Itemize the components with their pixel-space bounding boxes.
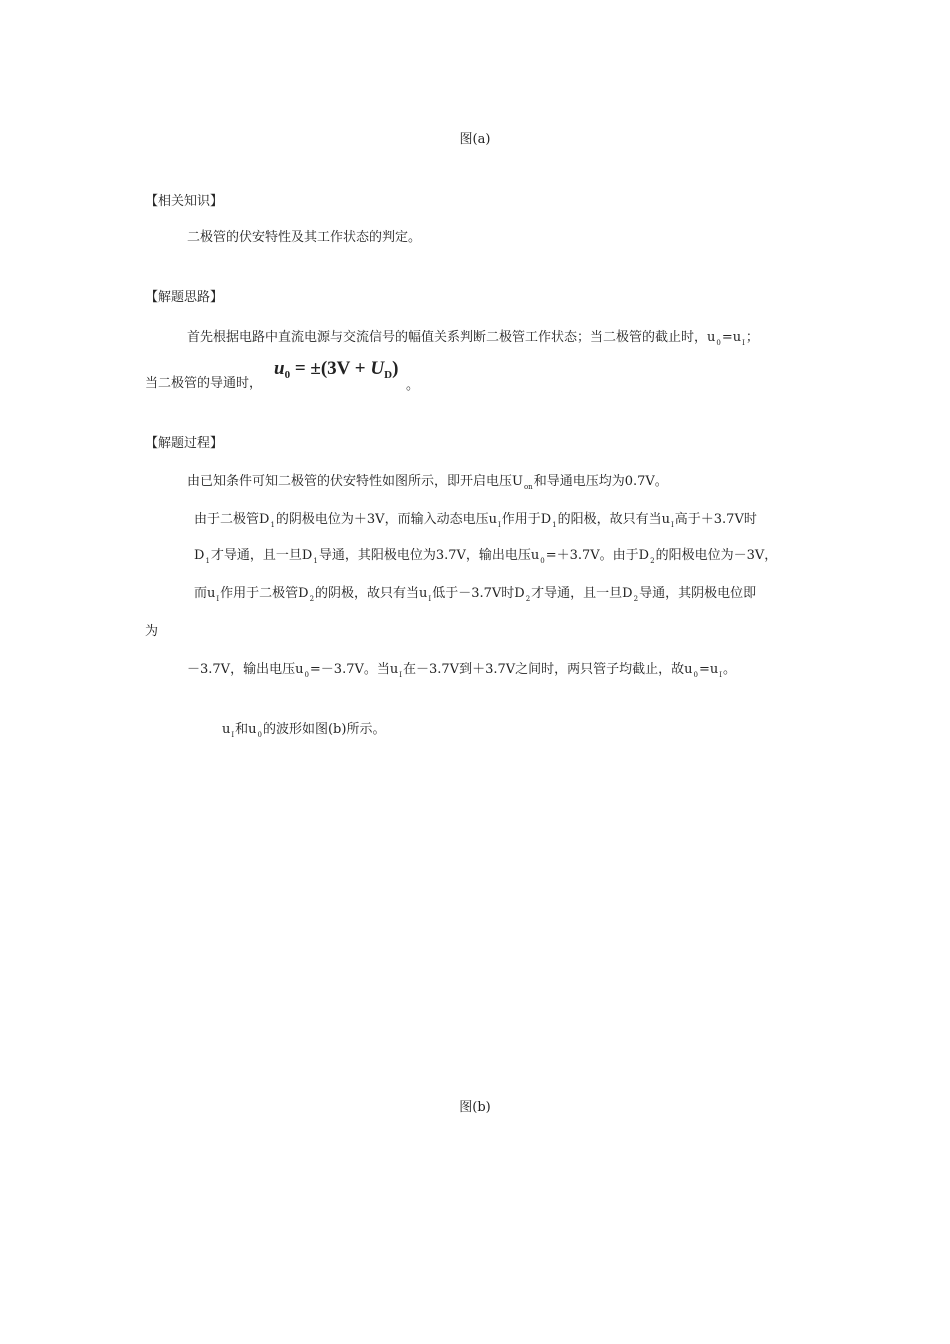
formula-period: 。 xyxy=(406,378,420,393)
related-knowledge-text: 二极管的伏安特性及其工作状态的判定。 xyxy=(187,230,422,245)
process-paragraph-4-wrap: 为 xyxy=(145,624,159,639)
process-paragraph-1: 由已知条件可知二极管的伏安特性如图所示，即开启电压$U_{on}$和导通电压均为0.7V。 xyxy=(187,474,668,491)
process-paragraph-2: 由于二极管$D_1$的阴极电位为＋3V，而输入动态电压$u_I$作用于$D_1$的阳极，故只有当$u_I$高于＋3.7V时 xyxy=(194,512,757,529)
figure-a-caption: 图(a) xyxy=(459,132,491,147)
process-paragraph-5: －3.7V，输出电压$u_0=-3.7V$。当$u_I$在－3.7V到＋3.7V之间时，两只管子均截止，故$u_0=u_I$。 xyxy=(187,662,737,679)
process-paragraph-3: $D_1$才导通，且一旦$D_1$导通，其阳极电位为3.7V，输出电压$u_0=+3.7V$。由于$D_2$的阳极电位为－3V， xyxy=(194,548,778,565)
solution-idea-line1-text: 首先根据电路中直流电源与交流信号的幅值关系判断二极管工作状态；当二极管的截止时， xyxy=(187,330,708,345)
formula-output-voltage: $u_0 = \pm(3V + U_D)$ xyxy=(274,358,399,381)
process-paragraph-6: $u_I$和$u_0$的波形如图(b)所示。 xyxy=(222,722,386,739)
heading-related-knowledge: 【相关知识】 xyxy=(145,194,224,209)
solution-idea-line1: 首先根据电路中直流电源与交流信号的幅值关系判断二极管工作状态；当二极管的截止时，$u_0=u_I$； xyxy=(187,330,759,347)
figure-b-caption: 图(b) xyxy=(459,1100,491,1115)
heading-solution-process: 【解题过程】 xyxy=(145,436,224,451)
solution-idea-line2: 当二极管的导通时， xyxy=(145,376,263,391)
process-paragraph-4: 而$u_I$作用于二极管$D_2$的阴极，故只有当$u_I$低于－3.7V时$D_2$才导通，且一旦$D_2$导通，其阴极电位即 xyxy=(194,586,757,603)
heading-solution-idea: 【解题思路】 xyxy=(145,290,224,305)
